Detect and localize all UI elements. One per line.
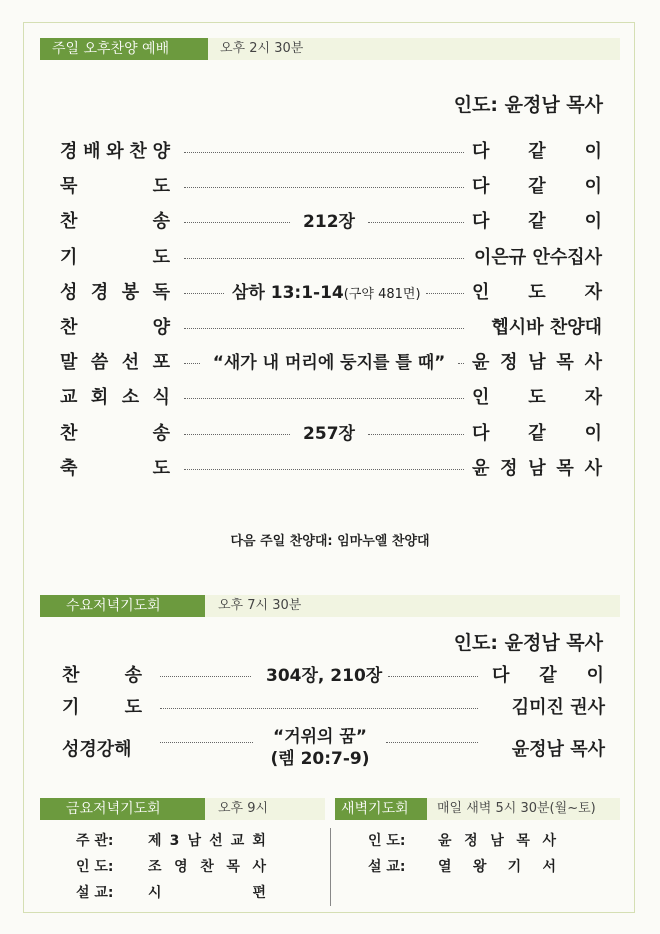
friday-row-value-char: 3 xyxy=(169,833,180,849)
sunday-row-label-char: 교 xyxy=(60,387,78,409)
sunday-row-right xyxy=(472,418,602,450)
wednesday-row xyxy=(0,692,660,724)
sunday-row-right-char: 자 xyxy=(584,281,602,303)
friday-row-value xyxy=(148,828,266,854)
sunday-row-detail xyxy=(232,277,421,311)
sunday-row-label-char: 경 xyxy=(90,281,109,303)
sunday-row xyxy=(0,277,660,309)
friday-row-value-char: 조 xyxy=(148,859,162,875)
dawn-row-value xyxy=(438,854,556,880)
sunday-row-label-char: 소 xyxy=(121,387,140,409)
wednesday-row-label-char: 성경강해 xyxy=(62,739,132,760)
sunday-row-detail xyxy=(208,347,450,379)
sunday-row-right: 헵시바 찬양대 xyxy=(491,317,602,338)
sunday-row xyxy=(0,418,660,450)
friday-row-value-char: 편 xyxy=(252,885,266,901)
sunday-row-right-char: 도 xyxy=(528,281,546,303)
sunday-row-label-char: 와 xyxy=(106,141,124,162)
friday-row-value-char: 시 xyxy=(148,885,162,901)
sunday-row-label xyxy=(60,171,170,203)
friday-row-value xyxy=(148,854,266,880)
leader-dots xyxy=(184,152,464,153)
friday-row-key: 설 교: xyxy=(76,885,114,901)
wednesday-row-label xyxy=(62,734,152,766)
sunday-row-right-char: 같 xyxy=(528,422,546,444)
sunday-row-label xyxy=(60,382,170,414)
sunday-row-right-char: 남 xyxy=(528,457,546,479)
sunday-row-right-char: 같 xyxy=(528,176,546,198)
leader-dots xyxy=(184,469,464,470)
dawn-row-value-char: 열 xyxy=(438,859,452,875)
leader-dots xyxy=(184,222,290,223)
dawn-service-time: 매일 새벽 5시 30분(월~토) xyxy=(437,801,596,816)
wednesday-row-right: 윤정남 목사 xyxy=(511,739,605,760)
friday-row-value-char: 찬 xyxy=(200,859,214,875)
wednesday-row-detail xyxy=(268,726,372,770)
dawn-row-value-char: 사 xyxy=(542,833,556,849)
leader-dots xyxy=(184,363,200,364)
dawn-row-value-char: 왕 xyxy=(472,859,487,875)
leader-dots xyxy=(160,676,251,677)
sunday-row-label-char: 송 xyxy=(152,211,170,233)
wednesday-service-title: 수요저녁기도회 xyxy=(40,595,205,617)
sunday-row-label-char: 찬 xyxy=(60,211,78,233)
sunday-row-right-char: 정 xyxy=(500,352,518,374)
leader-dots xyxy=(426,293,464,294)
wednesday-row-right-char: 이 xyxy=(586,665,604,686)
sunday-row-label-char: 회 xyxy=(90,387,109,409)
wednesday-row-label-char: 기 xyxy=(62,697,80,718)
sunday-row-label-char: 도 xyxy=(152,457,170,479)
sunday-row-right xyxy=(472,382,602,414)
leader-dots xyxy=(184,434,290,435)
dawn-row-value-char: 남 xyxy=(490,833,504,849)
sunday-row-right-char: 목 xyxy=(556,457,574,479)
sunday-row-right-char: 자 xyxy=(584,387,602,409)
sunday-row-label-char: 찬 xyxy=(60,317,78,338)
wednesday-row-detail-ref: (렘 20:7-9) xyxy=(270,749,370,769)
friday-row-key: 인 도: xyxy=(76,859,114,875)
sunday-row-right xyxy=(472,206,602,238)
wednesday-row-right xyxy=(492,660,604,692)
dawn-row-value-char: 윤 xyxy=(438,833,452,849)
sunday-row-right-char: 이 xyxy=(584,176,602,198)
leader-dots xyxy=(184,328,464,329)
dawn-header-bar xyxy=(335,798,620,820)
leader-dots xyxy=(184,258,464,259)
sunday-service-title: 주일 오후찬양 예배 xyxy=(40,38,208,60)
sunday-row-right-char: 다 xyxy=(472,422,490,444)
wednesday-row xyxy=(0,660,660,692)
sunday-row-detail-note: (구약 481면) xyxy=(343,286,421,302)
sunday-header-bar xyxy=(40,38,620,60)
next-week-choir: 다음 주일 찬양대: 임마누엘 찬양대 xyxy=(230,534,430,549)
wednesday-row-label-char: 도 xyxy=(124,697,142,718)
sunday-row-right-char: 다 xyxy=(472,141,490,162)
sunday-row-right xyxy=(472,453,602,485)
sunday-row-detail xyxy=(298,206,360,238)
friday-service-title: 금요저녁기도회 xyxy=(40,798,205,820)
sunday-row-right-char: 이 xyxy=(584,422,602,444)
sunday-row-right-char: 윤 xyxy=(472,457,490,479)
sunday-row-label-char: 씀 xyxy=(90,352,109,374)
sunday-row-label-char: 배 xyxy=(83,141,101,162)
leader-dots xyxy=(160,708,478,709)
friday-row-value-char: 사 xyxy=(252,859,266,875)
sunday-row-detail xyxy=(298,418,360,450)
dawn-row xyxy=(368,828,648,854)
dawn-row-key: 인 도: xyxy=(368,833,406,849)
sunday-row-label-char: 봉 xyxy=(121,281,140,303)
leader-dots xyxy=(184,398,464,399)
sunday-row-label-char: 말 xyxy=(60,352,78,374)
sunday-row-right xyxy=(472,277,602,309)
sunday-row-label xyxy=(60,136,170,168)
sunday-row-label xyxy=(60,347,170,379)
sunday-row-label-char: 성 xyxy=(60,281,78,303)
sunday-leader: 인도: 윤정남 목사 xyxy=(453,94,603,116)
sunday-row-label-char: 도 xyxy=(152,246,170,268)
sunday-row-right xyxy=(472,347,602,379)
wednesday-row-label xyxy=(62,692,142,724)
friday-row-value-char: 목 xyxy=(226,859,240,875)
dawn-row-value-char: 기 xyxy=(507,859,522,875)
sunday-row-label-char: 포 xyxy=(152,352,170,374)
wednesday-row-detail xyxy=(266,660,383,692)
leader-dots xyxy=(368,222,464,223)
sunday-row-label xyxy=(60,312,170,344)
friday-row-value xyxy=(148,880,266,906)
sunday-row-right: 이은규 안수집사 xyxy=(474,246,602,268)
sunday-row-right-char: 정 xyxy=(500,457,518,479)
dawn-service-title: 새벽기도회 xyxy=(335,798,427,820)
sunday-row xyxy=(0,171,660,203)
sunday-row-label-char: 양 xyxy=(152,141,170,162)
sunday-row-right xyxy=(472,171,602,203)
sunday-row xyxy=(0,242,660,274)
sunday-row-right-char: 남 xyxy=(528,352,546,374)
friday-row-value-char: 선 xyxy=(209,833,223,849)
friday-row-value-char: 교 xyxy=(230,833,245,849)
dawn-row-key: 설 교: xyxy=(368,859,406,875)
friday-row-key: 주 관: xyxy=(76,833,114,849)
sunday-row-right-char: 같 xyxy=(528,211,546,233)
wednesday-row-detail-text: “거위의 꿈” xyxy=(273,727,367,747)
friday-row-value-char: 제 xyxy=(148,833,162,849)
sunday-row-right-char: 사 xyxy=(584,457,602,479)
friday-service-time: 오후 9시 xyxy=(218,801,269,816)
wednesday-row-right-char: 다 xyxy=(492,665,510,686)
sunday-row xyxy=(0,312,660,344)
sunday-row-right-char: 다 xyxy=(472,211,490,233)
friday-row-value-char: 회 xyxy=(252,833,266,849)
wednesday-service-time: 오후 7시 30분 xyxy=(218,598,302,613)
sunday-row-label xyxy=(60,206,170,238)
sunday-row xyxy=(0,382,660,414)
dawn-row-value-char: 목 xyxy=(516,833,530,849)
friday-row xyxy=(76,854,356,880)
leader-dots xyxy=(388,676,478,677)
sunday-row-label xyxy=(60,418,170,450)
sunday-row xyxy=(0,453,660,485)
sunday-row xyxy=(0,206,660,238)
dawn-row-value-char: 서 xyxy=(542,859,556,875)
sunday-row-label xyxy=(60,242,170,274)
sunday-row-right-char: 인 xyxy=(472,387,490,409)
sunday-row-right-char: 사 xyxy=(584,352,602,374)
leader-dots xyxy=(368,434,464,435)
sunday-row xyxy=(0,136,660,168)
sunday-row-right-char: 목 xyxy=(556,352,574,374)
leader-dots xyxy=(184,187,464,188)
wednesday-row xyxy=(0,726,660,774)
wednesday-header-bar xyxy=(40,595,620,617)
sunday-row-label-char: 송 xyxy=(152,422,170,444)
friday-header-bar xyxy=(40,798,325,820)
wednesday-row-label-char: 송 xyxy=(124,665,142,686)
sunday-row-label-char: 식 xyxy=(152,387,170,409)
friday-row xyxy=(76,828,356,854)
sunday-row-right-char: 도 xyxy=(528,387,546,409)
wednesday-row-label xyxy=(62,660,142,692)
sunday-row-label-char: 축 xyxy=(60,457,78,479)
sunday-row-label-char: 찬 xyxy=(129,141,147,162)
leader-dots xyxy=(458,363,464,364)
sunday-row-label-char: 경 xyxy=(60,141,78,162)
sunday-row-detail-text: 삼하 13:1-14 xyxy=(232,282,344,303)
sunday-service-time: 오후 2시 30분 xyxy=(220,41,304,56)
sunday-row xyxy=(0,347,660,379)
sunday-row-label-char: 도 xyxy=(152,176,170,198)
leader-dots xyxy=(160,742,253,743)
sunday-row-label-char: 기 xyxy=(60,246,78,268)
sunday-row-label-char: 묵 xyxy=(60,176,78,198)
sunday-row-right-char: 같 xyxy=(528,141,546,162)
sunday-row-right xyxy=(472,136,602,168)
sunday-row-right-char: 다 xyxy=(472,176,490,198)
dawn-row-value xyxy=(438,828,556,854)
sunday-row-right-char: 이 xyxy=(584,141,602,162)
dawn-row-value-char: 정 xyxy=(464,833,478,849)
wednesday-leader: 인도: 윤정남 목사 xyxy=(453,632,603,654)
leader-dots xyxy=(184,293,224,294)
sunday-row-label xyxy=(60,277,170,309)
friday-row-value-char: 영 xyxy=(174,859,188,875)
wednesday-row-right: 김미진 권사 xyxy=(511,697,605,718)
sunday-row-label-char: 선 xyxy=(121,352,140,374)
sunday-row-right-char: 윤 xyxy=(472,352,490,374)
sunday-row-label xyxy=(60,453,170,485)
wednesday-row-detail-text: 304장, 210장 xyxy=(266,666,383,686)
sunday-row-label-char: 독 xyxy=(152,281,170,303)
leader-dots xyxy=(386,742,478,743)
sunday-row-detail-text: 212장 xyxy=(303,212,355,233)
sunday-row-detail-text: 257장 xyxy=(303,423,355,444)
dawn-row xyxy=(368,854,648,880)
friday-row xyxy=(76,880,356,906)
sunday-row-detail-text: “새가 내 머리에 둥지를 틀 때” xyxy=(212,353,446,374)
friday-row-value-char: 남 xyxy=(187,833,202,849)
sunday-row-right-char: 이 xyxy=(584,211,602,233)
wednesday-row-label-char: 찬 xyxy=(62,665,80,686)
sunday-row-label-char: 찬 xyxy=(60,422,78,444)
sunday-row-label-char: 양 xyxy=(152,317,170,338)
sunday-row-right-char: 인 xyxy=(472,281,490,303)
wednesday-row-right-char: 같 xyxy=(539,665,557,686)
